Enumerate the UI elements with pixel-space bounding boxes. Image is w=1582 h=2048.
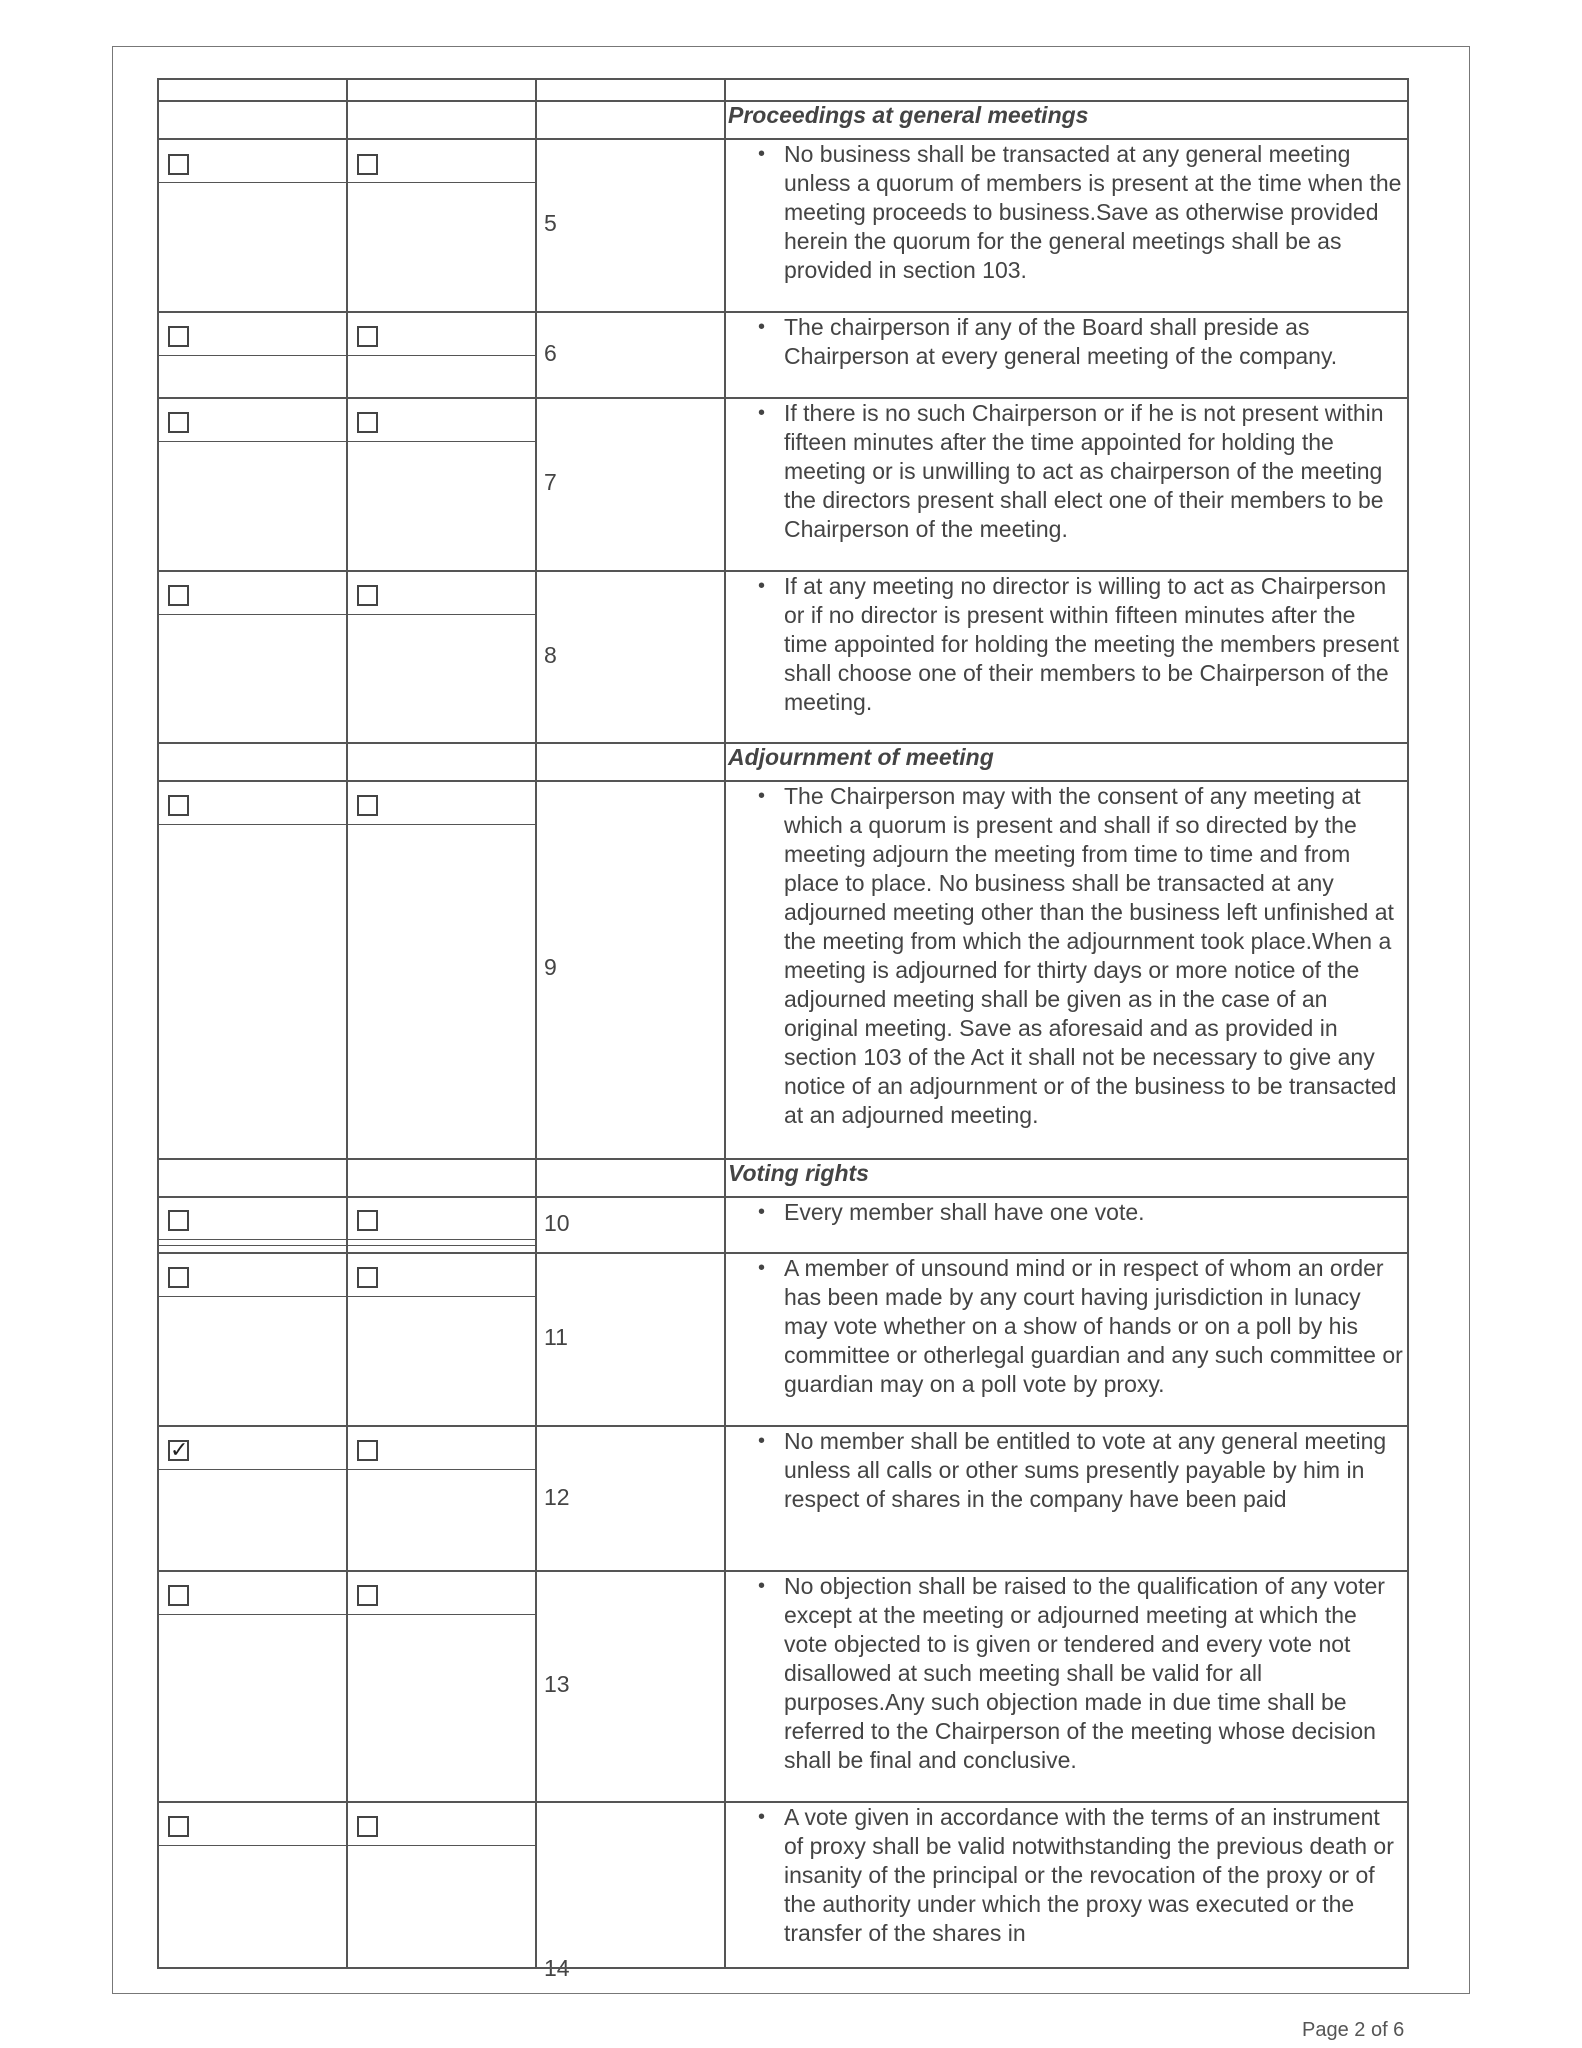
checkbox-a-13[interactable] bbox=[168, 1585, 189, 1606]
clause-text: • The chairperson if any of the Board shall preside as Chairperson at every general meeting of the company. bbox=[784, 313, 1403, 371]
section-row-proceedings bbox=[157, 100, 1409, 138]
clause-number: 12 bbox=[544, 1484, 570, 1510]
section-title: Voting rights bbox=[728, 1160, 869, 1186]
clause-number: 7 bbox=[544, 469, 557, 495]
clause-text: • The Chairperson may with the consent of any meeting at which a quorum is present and shall if so directed by the meeting adjourn the meeting from time to time and from place to place. No business shall be transacted at any adjourned meeting other than the business left unfinished at the meeting from which the adjournment took place.When a meeting is adjourned for thirty days or more notice of the adjourned meeting shall be given as in the case of an original meeting. Save as aforesaid and as provided in section 103 of the Act it shall not be necessary to give any notice of an adjournment or of the business to be transacted at an adjourned meeting. bbox=[784, 782, 1403, 1130]
clause-text: • No member shall be entitled to vote at any general meeting unless all calls or other sums presently payable by him in respect of shares in the company have been paid bbox=[784, 1427, 1403, 1514]
section-row-adjournment bbox=[157, 742, 1409, 780]
clause-number: 13 bbox=[544, 1671, 570, 1697]
checkbox-a-7[interactable] bbox=[168, 412, 189, 433]
checkbox-a-5[interactable] bbox=[168, 154, 189, 175]
checkbox-b-11[interactable] bbox=[357, 1267, 378, 1288]
clause-text: • No objection shall be raised to the qualification of any voter except at the meeting or adjourned meeting at which the vote objected to is given or tendered and every vote not disallowed at such meeting shall be valid for all purposes.Any such objection made in due time shall be referred to the Chairperson of the meeting whose decision shall be final and conclusive. bbox=[784, 1572, 1403, 1775]
clause-row-12 bbox=[157, 1425, 1409, 1570]
checkbox-b-7[interactable] bbox=[357, 412, 378, 433]
clause-number: 14 bbox=[544, 1955, 570, 1981]
checkbox-a-6[interactable] bbox=[168, 326, 189, 347]
clause-number: 8 bbox=[544, 642, 557, 668]
clause-row-14 bbox=[157, 1801, 1409, 1981]
checkbox-b-6[interactable] bbox=[357, 326, 378, 347]
clause-number: 11 bbox=[544, 1324, 568, 1350]
table-header-row bbox=[157, 78, 1409, 100]
clause-row-5 bbox=[157, 138, 1409, 311]
checkbox-a-10[interactable] bbox=[168, 1210, 189, 1231]
checkbox-a-9[interactable] bbox=[168, 795, 189, 816]
checkbox-a-14[interactable] bbox=[168, 1816, 189, 1837]
checkbox-a-11[interactable] bbox=[168, 1267, 189, 1288]
clause-row-11 bbox=[157, 1252, 1409, 1425]
checkbox-b-8[interactable] bbox=[357, 585, 378, 606]
section-title: Proceedings at general meetings bbox=[728, 102, 1089, 128]
clause-row-13 bbox=[157, 1570, 1409, 1801]
clause-text: • A vote given in accordance with the terms of an instrument of proxy shall be valid notwithstanding the previous death or insanity of the principal or the revocation of the proxy or of the authority under which the proxy was executed or the transfer of the shares in bbox=[784, 1803, 1403, 1948]
clause-text: • If at any meeting no director is willing to act as Chairperson or if no director is present within fifteen minutes after the time appointed for holding the meeting the members present shall choose one of their members to be Chairperson of the meeting. bbox=[784, 572, 1403, 717]
clause-number: 5 bbox=[544, 210, 557, 236]
clause-row-6 bbox=[157, 311, 1409, 397]
clause-row-7 bbox=[157, 397, 1409, 570]
clause-number: 9 bbox=[544, 954, 557, 980]
checkbox-b-10[interactable] bbox=[357, 1210, 378, 1231]
clause-text: • No business shall be transacted at any general meeting unless a quorum of members is present at the time when the meeting proceeds to business.Save as otherwise provided herein the quorum for the general meetings shall be as provided in section 103. bbox=[784, 140, 1403, 285]
checkbox-a-8[interactable] bbox=[168, 585, 189, 606]
checkbox-a-12[interactable]: ✓ bbox=[170, 1437, 189, 1462]
clause-number: 10 bbox=[544, 1210, 570, 1236]
clause-row-9 bbox=[157, 780, 1409, 1158]
section-title: Adjournment of meeting bbox=[728, 744, 994, 770]
checkbox-b-5[interactable] bbox=[357, 154, 378, 175]
section-row-voting bbox=[157, 1158, 1409, 1196]
page-number: Page 2 of 6 bbox=[1302, 2019, 1405, 2041]
clause-text: • If there is no such Chairperson or if he is not present within fifteen minutes after the time appointed for holding the meeting or is unwilling to act as chairperson of the meeting the directors present shall elect one of their members to be Chairperson of the meeting. bbox=[784, 399, 1403, 544]
checkbox-b-13[interactable] bbox=[357, 1585, 378, 1606]
clause-row-8 bbox=[157, 570, 1409, 742]
checkbox-b-9[interactable] bbox=[357, 795, 378, 816]
checkbox-b-12[interactable] bbox=[357, 1440, 378, 1461]
clause-text: • A member of unsound mind or in respect of whom an order has been made by any court having jurisdiction in lunacy may vote whether on a show of hands or on a poll by his committee or otherlegal guardian and any such committee or guardian may on a poll vote by proxy. bbox=[784, 1254, 1403, 1399]
clause-number: 6 bbox=[544, 340, 557, 366]
checkbox-b-14[interactable] bbox=[357, 1816, 378, 1837]
clause-text: • Every member shall have one vote. bbox=[784, 1198, 1403, 1227]
clause-row-10 bbox=[157, 1196, 1409, 1252]
